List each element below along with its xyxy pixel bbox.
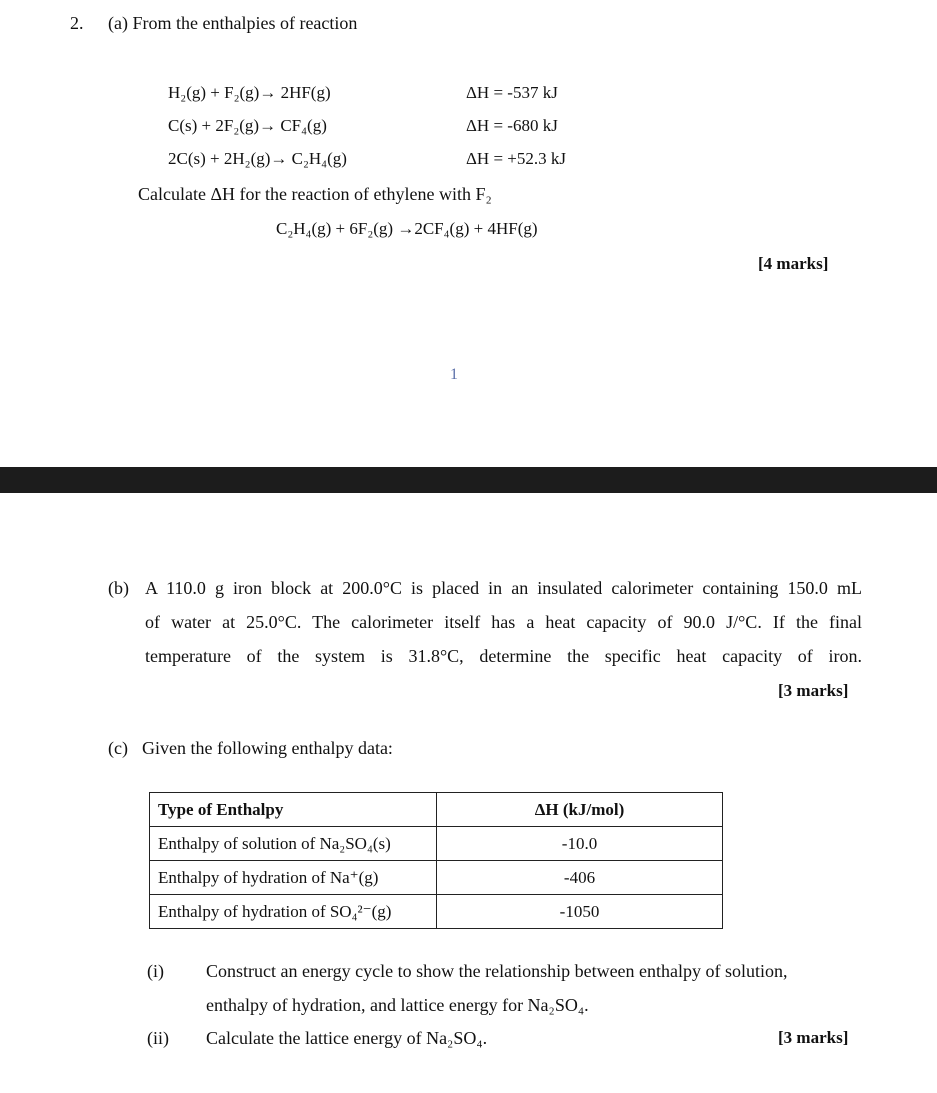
part-c-intro: Given the following enthalpy data: bbox=[142, 738, 393, 758]
part-c-label: (c) bbox=[108, 738, 128, 758]
reaction-1-enthalpy: ΔH = -537 kJ bbox=[466, 83, 558, 102]
table-cell-value: -10.0 bbox=[437, 827, 723, 861]
table-header-dh: ΔH (kJ/mol) bbox=[437, 793, 723, 827]
part-b-line-1: A 110.0 g iron block at 200.0°C is placed in an insulated calorimeter containing 150.0 mL bbox=[145, 578, 862, 598]
table-row bbox=[150, 895, 723, 929]
table-row bbox=[150, 827, 723, 861]
reaction-3-enthalpy: ΔH = +52.3 kJ bbox=[466, 149, 566, 168]
table-header-row bbox=[150, 793, 723, 827]
part-a-heading: (a) From the enthalpies of reaction bbox=[108, 13, 358, 33]
sub-i-line-2: enthalpy of hydration, and lattice energy for Na₂SO₄. bbox=[206, 995, 589, 1015]
table-row bbox=[150, 861, 723, 895]
reaction-1-equation: H₂(g) + F₂(g)→ 2HF(g) bbox=[168, 83, 331, 102]
enthalpy-data-table bbox=[149, 792, 723, 929]
part-b-line-3: temperature of the system is 31.8°C, determine the specific heat capacity of iron. bbox=[145, 646, 862, 666]
target-equation: C₂H₄(g) + 6F₂(g) →2CF₄(g) + 4HF(g) bbox=[276, 219, 538, 238]
reaction-2-enthalpy: ΔH = -680 kJ bbox=[466, 116, 558, 135]
reaction-2-equation: C(s) + 2F₂(g)→ CF₄(g) bbox=[168, 116, 327, 135]
table-cell-type: Enthalpy of hydration of Na⁺(g) bbox=[150, 861, 437, 895]
sub-ii-label: (ii) bbox=[147, 1028, 169, 1048]
page-number: 1 bbox=[450, 366, 458, 383]
reaction-3-equation: 2C(s) + 2H₂(g)→ C₂H₄(g) bbox=[168, 149, 347, 168]
part-c-marks: [3 marks] bbox=[778, 1028, 849, 1047]
question-number: 2. bbox=[70, 13, 84, 33]
part-b-line-2: of water at 25.0°C. The calorimeter itself has a heat capacity of 90.0 J/°C. If the final bbox=[145, 612, 862, 632]
part-b-marks: [3 marks] bbox=[778, 681, 849, 700]
part-a-instruction: Calculate ΔH for the reaction of ethylene with F₂ bbox=[138, 184, 492, 204]
part-b-label: (b) bbox=[108, 578, 129, 598]
table-cell-value: -406 bbox=[437, 861, 723, 895]
table-cell-value: -1050 bbox=[437, 895, 723, 929]
table-cell-type: Enthalpy of hydration of SO₄²⁻(g) bbox=[150, 895, 437, 929]
page-divider bbox=[0, 467, 937, 493]
sub-ii-text: Calculate the lattice energy of Na₂SO₄. bbox=[206, 1028, 488, 1048]
part-a-marks: [4 marks] bbox=[758, 254, 829, 273]
sub-i-label: (i) bbox=[147, 961, 164, 981]
sub-i-line-1: Construct an energy cycle to show the relationship between enthalpy of solution, bbox=[206, 961, 788, 981]
table-cell-type: Enthalpy of solution of Na₂SO₄(s) bbox=[150, 827, 437, 861]
table-header-type: Type of Enthalpy bbox=[150, 793, 437, 827]
